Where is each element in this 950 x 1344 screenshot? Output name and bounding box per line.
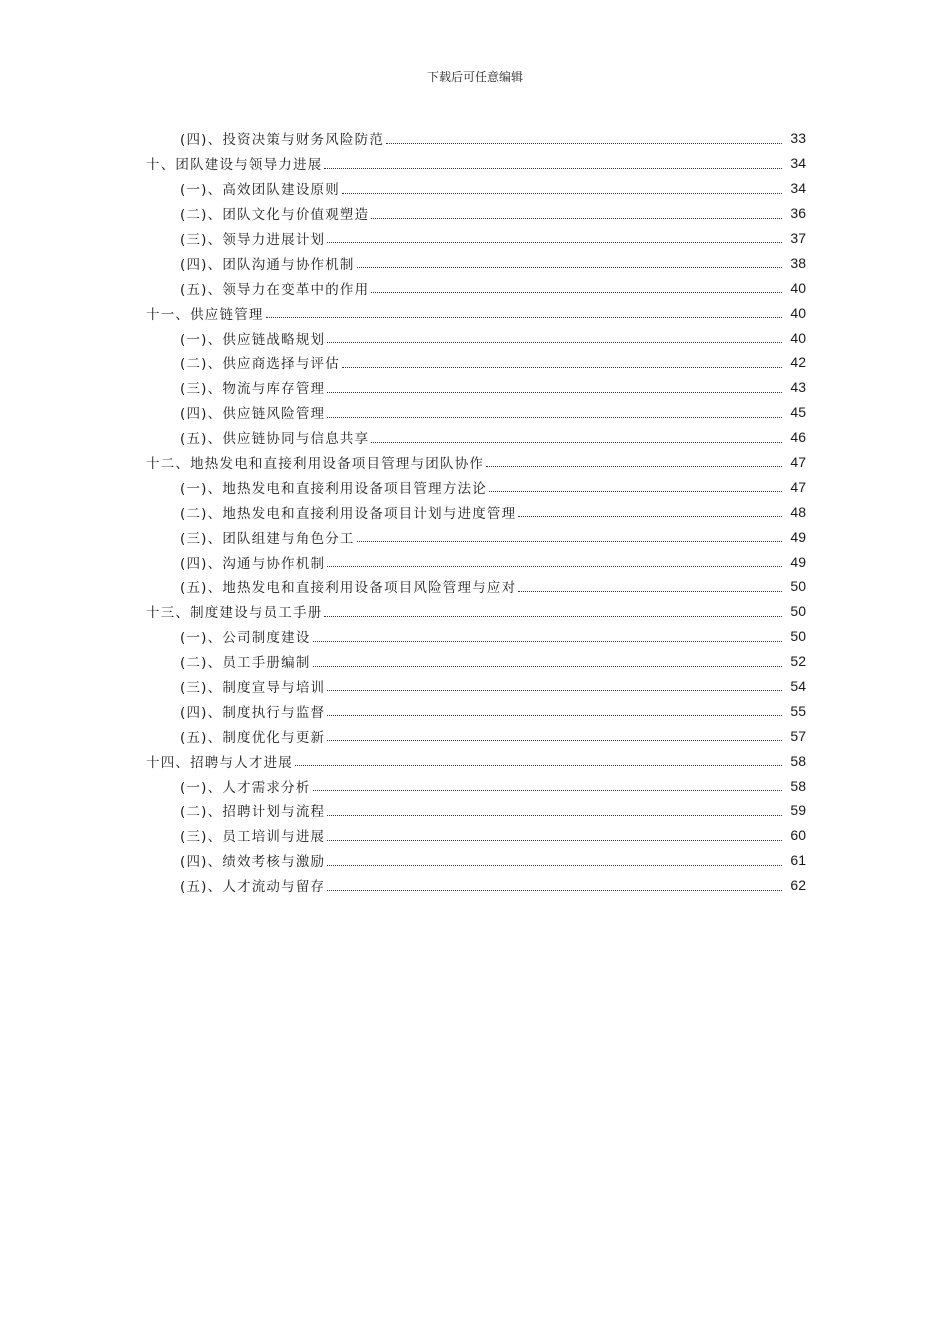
toc-entry-label: (一)、供应链战略规划	[180, 331, 326, 348]
toc-dot-leader	[327, 566, 782, 567]
toc-entry-label: 十、团队建设与领导力进展	[146, 157, 323, 174]
toc-entry-label: (五)、供应链协同与信息共享	[180, 431, 370, 448]
toc-page-number: 34	[790, 180, 806, 197]
toc-section-entry[interactable]	[0, 674, 950, 699]
toc-dot-leader	[342, 367, 782, 368]
toc-page-number: 58	[790, 752, 806, 769]
toc-page-number: 49	[790, 528, 806, 545]
toc-dot-leader	[489, 491, 782, 492]
toc-entry-label: (二)、供应商选择与评估	[180, 356, 340, 373]
toc-section-entry[interactable]	[0, 723, 950, 748]
toc-dot-leader	[327, 865, 782, 866]
toc-dot-leader	[327, 690, 782, 691]
toc-section-entry[interactable]	[0, 823, 950, 848]
toc-dot-leader	[357, 541, 782, 542]
toc-section-entry[interactable]	[0, 524, 950, 549]
toc-entry-label: (四)、团队沟通与协作机制	[180, 256, 355, 273]
toc-entry-label: (三)、团队组建与角色分工	[180, 530, 355, 547]
toc-section-entry[interactable]	[0, 549, 950, 574]
toc-entry-label: (五)、领导力在变革中的作用	[180, 281, 370, 298]
toc-section-entry[interactable]	[0, 698, 950, 723]
toc-dot-leader	[327, 392, 782, 393]
toc-chapter-entry[interactable]	[0, 748, 950, 773]
toc-dot-leader	[295, 765, 782, 766]
toc-entry-label: (五)、人才流动与留存	[180, 879, 326, 896]
toc-section-entry[interactable]	[0, 250, 950, 275]
toc-entry-label: (一)、地热发电和直接利用设备项目管理方法论	[180, 480, 487, 497]
toc-chapter-entry[interactable]	[0, 151, 950, 176]
table-of-contents	[0, 126, 950, 898]
toc-section-entry[interactable]	[0, 773, 950, 798]
toc-entry-label: 十一、供应链管理	[146, 306, 264, 323]
toc-section-entry[interactable]	[0, 499, 950, 524]
toc-dot-leader	[386, 143, 782, 144]
toc-chapter-entry[interactable]	[0, 300, 950, 325]
toc-entry-label: 十二、地热发电和直接利用设备项目管理与团队协作	[146, 456, 485, 473]
toc-dot-leader	[357, 267, 782, 268]
toc-page-number: 47	[790, 478, 806, 495]
toc-page-number: 57	[790, 727, 806, 744]
toc-section-entry[interactable]	[0, 624, 950, 649]
toc-dot-leader	[327, 715, 782, 716]
toc-section-entry[interactable]	[0, 375, 950, 400]
toc-chapter-entry[interactable]	[0, 599, 950, 624]
toc-page-number: 42	[790, 354, 806, 371]
toc-dot-leader	[313, 790, 782, 791]
toc-dot-leader	[327, 890, 782, 891]
toc-entry-label: (一)、高效团队建设原则	[180, 182, 340, 199]
toc-section-entry[interactable]	[0, 474, 950, 499]
toc-dot-leader	[327, 342, 782, 343]
toc-page-number: 49	[790, 553, 806, 570]
toc-dot-leader	[327, 815, 782, 816]
toc-entry-label: (五)、地热发电和直接利用设备项目风险管理与应对	[180, 580, 517, 597]
toc-dot-leader	[327, 740, 782, 741]
toc-page-number: 59	[790, 802, 806, 819]
toc-section-entry[interactable]	[0, 226, 950, 251]
toc-entry-label: (二)、员工手册编制	[180, 655, 311, 672]
toc-dot-leader	[327, 840, 782, 841]
toc-page-number: 36	[790, 205, 806, 222]
toc-page-number: 58	[790, 777, 806, 794]
toc-page-number: 50	[790, 578, 806, 595]
toc-entry-label: (三)、领导力进展计划	[180, 232, 326, 248]
toc-section-entry[interactable]	[0, 873, 950, 898]
toc-section-entry[interactable]	[0, 574, 950, 599]
toc-dot-leader	[342, 193, 782, 194]
toc-entry-label: (五)、制度优化与更新	[180, 729, 326, 746]
toc-section-entry[interactable]	[0, 425, 950, 450]
toc-page-number: 52	[790, 653, 806, 670]
toc-section-entry[interactable]	[0, 275, 950, 300]
toc-entry-label: 十四、招聘与人才进展	[146, 754, 293, 771]
toc-page-number: 54	[790, 678, 806, 695]
toc-page-number: 37	[790, 230, 806, 246]
toc-page-number: 61	[790, 852, 806, 869]
page-header: 下载后可任意编辑	[426, 70, 523, 84]
toc-dot-leader	[324, 168, 782, 169]
toc-page-number: 45	[790, 404, 806, 421]
toc-page-number: 43	[790, 379, 806, 396]
toc-dot-leader	[518, 591, 782, 592]
toc-dot-leader	[371, 442, 782, 443]
toc-dot-leader	[327, 417, 782, 418]
toc-page-number: 50	[790, 603, 806, 620]
toc-page-number: 34	[790, 155, 806, 172]
toc-entry-label: (四)、绩效考核与激励	[180, 854, 326, 871]
toc-dot-leader	[371, 292, 782, 293]
toc-entry-label: (四)、制度执行与监督	[180, 704, 326, 721]
toc-page-number: 40	[790, 329, 806, 346]
toc-entry-label: (一)、公司制度建设	[180, 630, 311, 647]
toc-entry-label: (二)、地热发电和直接利用设备项目计划与进度管理	[180, 505, 517, 522]
toc-dot-leader	[327, 242, 782, 243]
toc-page-number: 46	[790, 429, 806, 446]
toc-section-entry[interactable]	[0, 325, 950, 350]
toc-page-number: 62	[790, 877, 806, 894]
toc-page-number: 55	[790, 702, 806, 719]
toc-dot-leader	[313, 666, 782, 667]
toc-section-entry[interactable]	[0, 126, 950, 151]
toc-page-number: 47	[790, 454, 806, 471]
toc-page-number: 40	[790, 304, 806, 321]
toc-chapter-entry[interactable]	[0, 450, 950, 475]
toc-page-number: 60	[790, 827, 806, 844]
toc-page-number: 33	[790, 130, 806, 147]
toc-entry-label: 十三、制度建设与员工手册	[146, 605, 323, 622]
toc-section-entry[interactable]	[0, 350, 950, 375]
toc-dot-leader	[486, 466, 782, 467]
toc-page-number: 48	[790, 503, 806, 520]
toc-dot-leader	[313, 641, 782, 642]
toc-page-number: 38	[790, 254, 806, 271]
toc-section-entry[interactable]	[0, 400, 950, 425]
toc-entry-label: (二)、招聘计划与流程	[180, 804, 326, 821]
toc-entry-label: (四)、投资决策与财务风险防范	[180, 132, 385, 149]
toc-section-entry[interactable]	[0, 176, 950, 201]
toc-entry-label: (一)、人才需求分析	[180, 779, 311, 796]
toc-dot-leader	[518, 516, 782, 517]
toc-entry-label: (三)、制度宣导与培训	[180, 680, 326, 697]
toc-entry-label: (三)、员工培训与进展	[180, 829, 326, 846]
toc-section-entry[interactable]	[0, 848, 950, 873]
toc-dot-leader	[266, 317, 782, 318]
toc-page-number: 50	[790, 628, 806, 645]
toc-page-number: 40	[790, 279, 806, 296]
toc-entry-label: (三)、物流与库存管理	[180, 381, 326, 398]
toc-dot-leader	[371, 218, 782, 219]
toc-entry-label: (二)、团队文化与价值观塑造	[180, 207, 370, 224]
toc-section-entry[interactable]	[0, 201, 950, 226]
toc-entry-label: (四)、沟通与协作机制	[180, 555, 326, 572]
toc-entry-label: (四)、供应链风险管理	[180, 406, 326, 423]
toc-section-entry[interactable]	[0, 649, 950, 674]
toc-section-entry[interactable]	[0, 798, 950, 823]
toc-dot-leader	[324, 616, 782, 617]
